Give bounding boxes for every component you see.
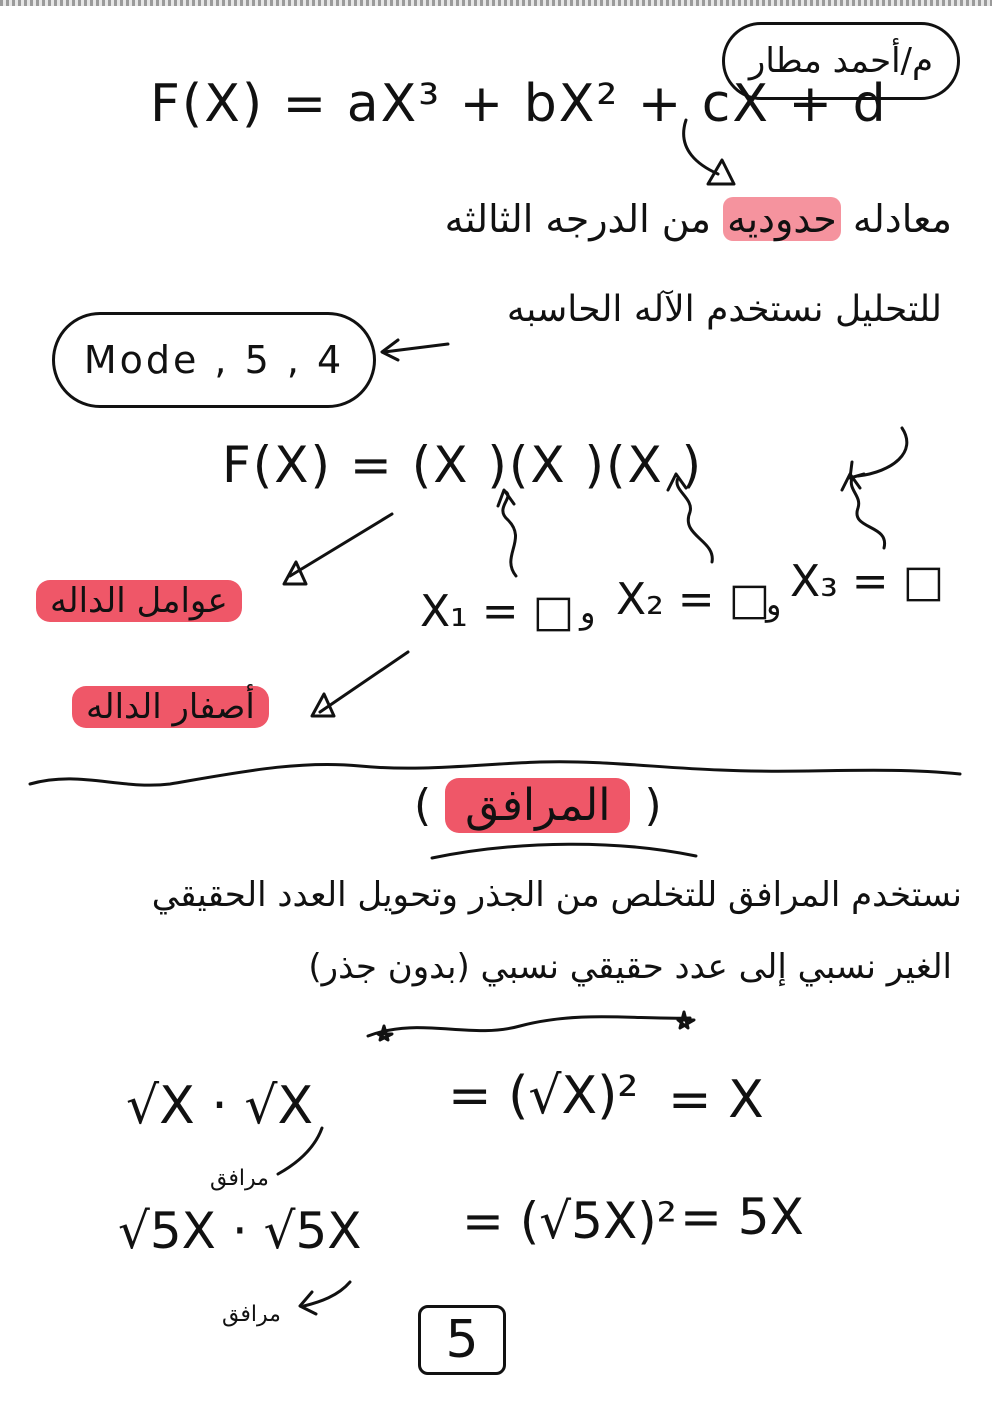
conjugate-line-1: نستخدم المرافق للتخلص من الجذر وتحويل العدد الحقيقي (151, 875, 962, 915)
description-highlight: حدوديه (723, 197, 841, 241)
example1-mid: = (√X)² (448, 1066, 639, 1126)
conjugate-title: المرافق (445, 778, 630, 833)
squiggle-root-2 (677, 478, 712, 562)
factored-equation: F(X) = (X )(X )(X ) (222, 436, 704, 494)
zeros-label: أصفار الداله (72, 686, 269, 728)
conjugate-pointer-1 (278, 1128, 322, 1174)
wavy-underline (368, 1017, 690, 1036)
root-3: X₃ = □ (790, 556, 945, 607)
root-separator-1: و (580, 593, 596, 631)
pointer-factors (290, 514, 392, 576)
factors-label: عوامل الداله (36, 580, 242, 622)
star-left (378, 1026, 392, 1040)
squiggle-root-3 (851, 478, 884, 548)
example2-rhs: = 5X (680, 1188, 804, 1246)
example1-lhs: √X · √X (126, 1076, 314, 1136)
example2-lhs: √5X · √5X (118, 1202, 362, 1260)
description-before: معادله (852, 197, 952, 241)
page-number: 5 (445, 1310, 479, 1370)
example1-rhs: = X (668, 1070, 764, 1130)
conjugate-line-2: الغير نسبي إلى عدد حقيقي نسبي (بدون جذر) (308, 947, 952, 987)
arrow-d-to-description (684, 120, 718, 174)
root-separator-2: و (766, 585, 782, 623)
cubic-equation: F(X) = aX³ + bX² + cX + d (150, 74, 888, 134)
star-right (678, 1012, 694, 1028)
example2-note: مرافق (222, 1302, 281, 1327)
description-after: من الدرجه الثالثه (444, 197, 711, 241)
example1-note: مرافق (210, 1166, 269, 1191)
bracket-right (858, 428, 907, 476)
section-divider (30, 762, 960, 785)
pointer-zeros (320, 652, 408, 712)
root-1: X₁ = □ (420, 586, 575, 637)
title-underline (432, 844, 696, 858)
author-name: م/أحمد مطار (748, 41, 934, 81)
calculator-mode: Mode , 5 , 4 (83, 338, 345, 382)
example2-mid: = (√5X)² (462, 1192, 677, 1250)
analysis-instruction: للتحليل نستخدم الآله الحاسبه (506, 289, 942, 330)
arrow-to-mode (384, 344, 448, 352)
root-2: X₂ = □ (616, 574, 771, 625)
open-paren: ( (414, 780, 432, 831)
close-paren: ) (644, 780, 662, 831)
